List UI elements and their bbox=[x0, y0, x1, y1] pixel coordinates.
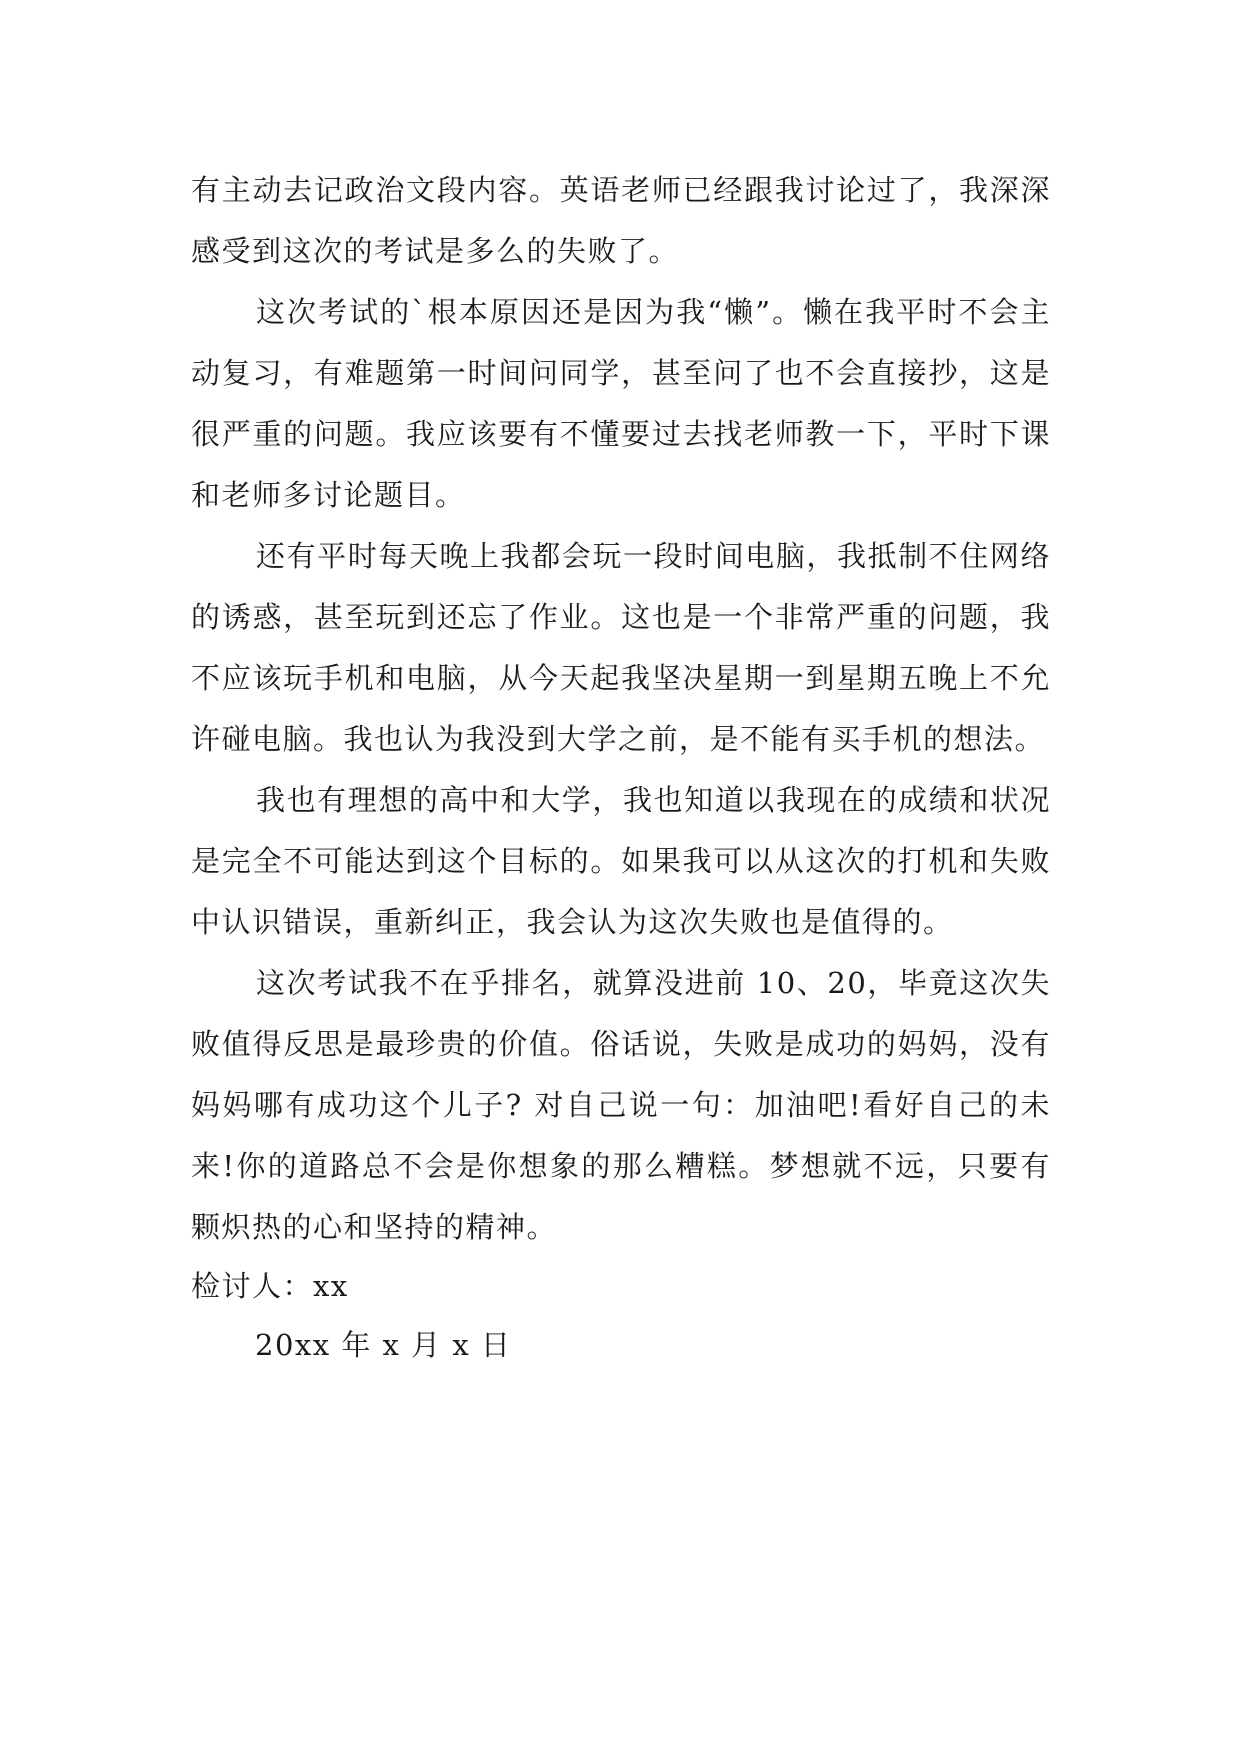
paragraph-5: 这次考试我不在乎排名，就算没进前 10、20，毕竟这次失败值得反思是最珍贵的价值。俗话说，失败是成功的妈妈，没有妈妈哪有成功这个儿子? 对自己说一句：加油吧!看好自己的未来!你的道路总不会是你想象的那么糟糕。梦想就不远，只要有颗炽热的心和坚持的精神。 bbox=[191, 966, 1051, 1244]
paragraph-2: 这次考试的`根本原因还是因为我“懒”。懒在我平时不会主动复习，有难题第一时间问同学，甚至问了也不会直接抄，这是很严重的问题。我应该要有不懂要过去找老师教一下，平时下课和老师多讨论题目。 bbox=[191, 295, 1051, 512]
paragraph-4: 我也有理想的高中和大学，我也知道以我现在的成绩和状况是完全不可能达到这个目标的。如果我可以从这次的打机和失败中认识错误，重新纠正，我会认为这次失败也是值得的。 bbox=[191, 783, 1051, 939]
paragraph-1: 有主动去记政治文段内容。英语老师已经跟我讨论过了，我深深感受到这次的考试是多么的失败了。 bbox=[191, 173, 1051, 268]
document-body bbox=[191, 160, 1051, 1376]
paragraph-3: 还有平时每天晚上我都会玩一段时间电脑，我抵制不住网络的诱惑，甚至玩到还忘了作业。这也是一个非常严重的问题，我不应该玩手机和电脑，从今天起我坚决星期一到星期五晚上不允许碰电脑。我也认为我没到大学之前，是不能有买手机的想法。 bbox=[191, 539, 1051, 756]
signature: 检讨人：xx bbox=[191, 1269, 349, 1303]
date: 20xx 年 x 月 x 日 bbox=[255, 1328, 512, 1362]
